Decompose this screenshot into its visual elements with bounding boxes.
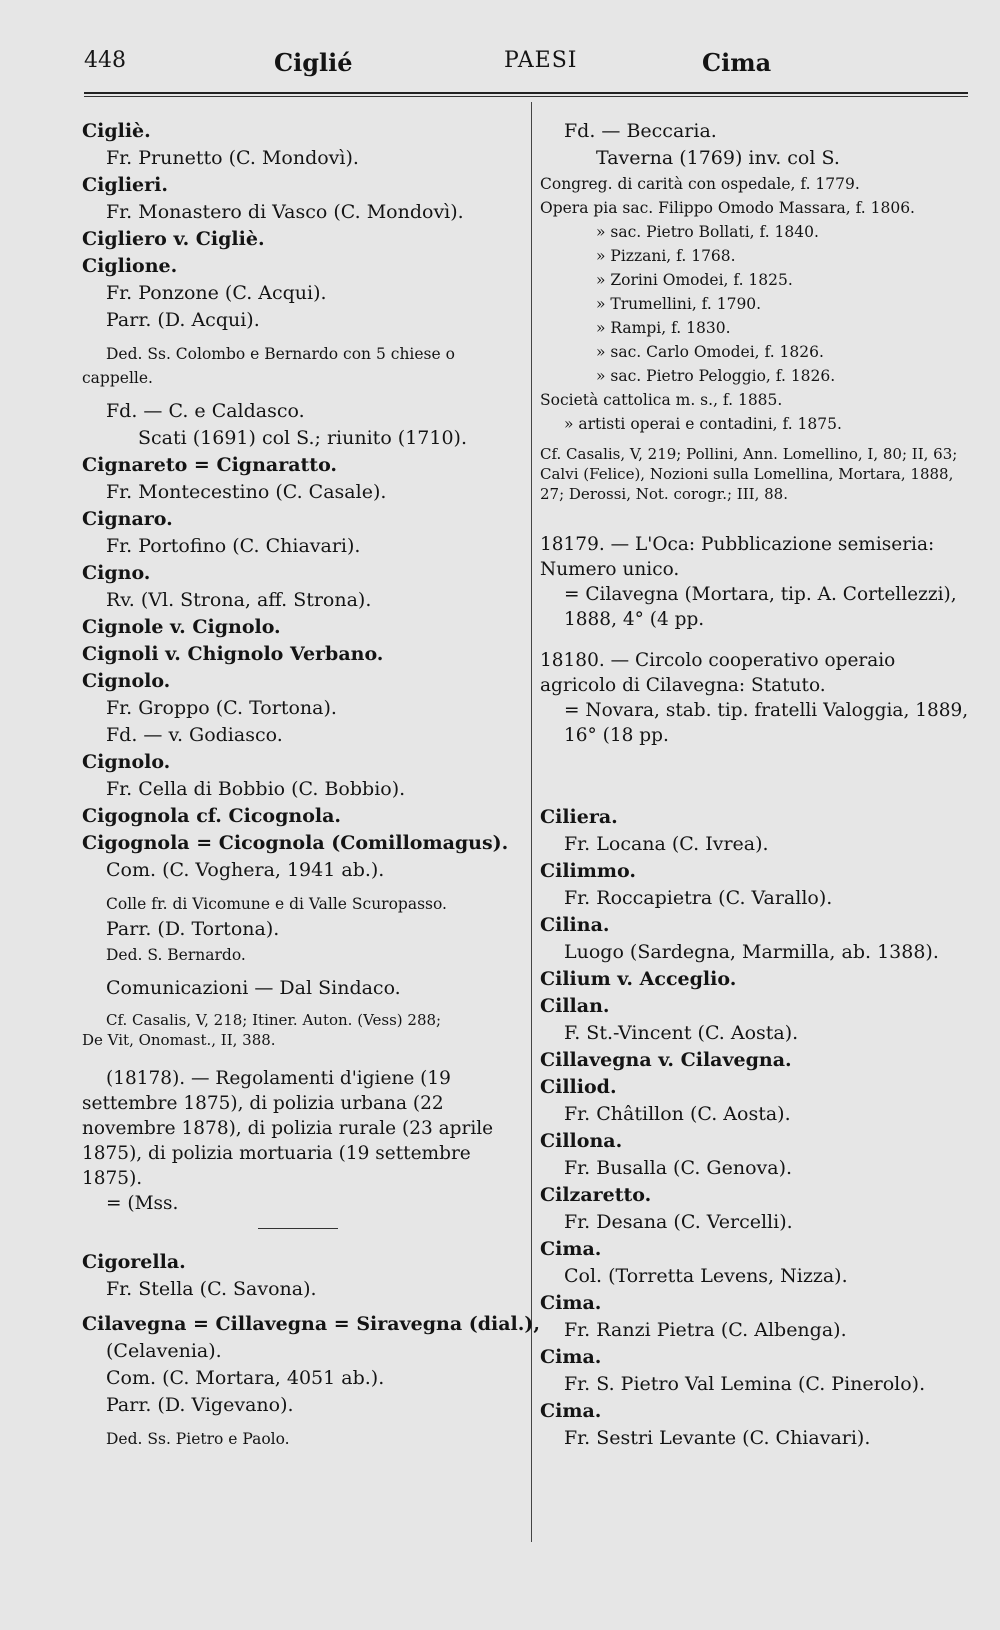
- headword: Cigliè.: [82, 120, 151, 142]
- entry-line: » sac. Pietro Peloggio, f. 1826.: [596, 367, 836, 385]
- headword: Cigorella.: [82, 1251, 186, 1273]
- entry-line: Fr. Châtillon (C. Aosta).: [564, 1103, 791, 1125]
- entry-line: Fr. Busalla (C. Genova).: [564, 1157, 793, 1179]
- page-number: 448: [84, 48, 126, 73]
- entry-line: Colle fr. di Vicomune e di Valle Scuropasso.: [106, 895, 447, 913]
- headword: Cignaro.: [82, 508, 173, 530]
- headword: Cima.: [540, 1292, 602, 1314]
- bibliography-entry: = (Mss.: [106, 1193, 179, 1214]
- reference-block: Cf. Casalis, V, 219; Pollini, Ann. Lomellino, I, 80; II, 63; Calvi (Felice), Nozioni sulla Lomellina, Mortara, 1888, 27; Derossi, Not. corogr.; III, 88.: [540, 445, 958, 503]
- entry-line: Fr. Ponzone (C. Acqui).: [106, 282, 327, 304]
- entry-line: » Rampi, f. 1830.: [596, 319, 731, 337]
- entry-line: Col. (Torretta Levens, Nizza).: [564, 1265, 848, 1287]
- headword: Cillavegna v. Cilavegna.: [540, 1049, 792, 1071]
- headword: Cignareto = Cignaratto.: [82, 454, 338, 476]
- entry-line: Parr. (D. Tortona).: [106, 918, 280, 940]
- entry-line: Opera pia sac. Filippo Omodo Massara, f. 1806.: [540, 199, 915, 217]
- entry-line: Fd. — Beccaria.: [564, 120, 717, 142]
- entry-line: » sac. Carlo Omodei, f. 1826.: [596, 343, 824, 361]
- headword: Cilimmo.: [540, 860, 636, 882]
- headword: Cignoli v. Chignolo Verbano.: [82, 643, 384, 665]
- entry-line: Luogo (Sardegna, Marmilla, ab. 1388).: [564, 941, 939, 963]
- page-header: [84, 48, 964, 88]
- entry-line: Fr. Montecestino (C. Casale).: [106, 481, 387, 503]
- headword: Cignole v. Cignolo.: [82, 616, 281, 638]
- running-head-left: Ciglié: [274, 48, 353, 77]
- headword: Cigno.: [82, 562, 151, 584]
- entry-line: Fr. Monastero di Vasco (C. Mondovì).: [106, 201, 464, 223]
- entry-line: Parr. (D. Acqui).: [106, 309, 260, 331]
- entry-line: Fr. Stella (C. Savona).: [106, 1278, 317, 1300]
- entry-line: (Celavenia).: [106, 1340, 222, 1362]
- entry-line: Scati (1691) col S.; riunito (1710).: [138, 427, 468, 449]
- bibliography-entry: 18180. — Circolo cooperativo operaio agricolo di Cilavegna: Statuto.: [540, 650, 896, 696]
- entry-line: Parr. (D. Vigevano).: [106, 1394, 294, 1416]
- headword: Cima.: [540, 1238, 602, 1260]
- entry-line: Ded. Ss. Colombo e Bernardo con 5 chiese o: [106, 345, 455, 363]
- running-head-right: Cima: [702, 48, 772, 77]
- entry-line: » Zorini Omodei, f. 1825.: [596, 271, 793, 289]
- entry-line: Fr. Prunetto (C. Mondovì).: [106, 147, 359, 169]
- entry-line: Fr. Roccapietra (C. Varallo).: [564, 887, 833, 909]
- right-column: [540, 118, 972, 1452]
- entry-line: F. St.-Vincent (C. Aosta).: [564, 1022, 799, 1044]
- headword: Cignolo.: [82, 751, 171, 773]
- headword: Cillona.: [540, 1130, 623, 1152]
- entry-line: Taverna (1769) inv. col S.: [596, 147, 840, 169]
- bibliography-entry: = Cilavegna (Mortara, tip. A. Cortellezzi), 1888, 4° (4 pp.: [564, 584, 957, 630]
- separator-rule: [258, 1228, 338, 1229]
- entry-line: Fr. Cella di Bobbio (C. Bobbio).: [106, 778, 406, 800]
- headword: Cilavegna = Cillavegna = Siravegna (dial.),: [82, 1313, 540, 1335]
- headword: Ciliera.: [540, 806, 618, 828]
- bibliography-entry: = Novara, stab. tip. fratelli Valoggia, 1889, 16° (18 pp.: [564, 700, 969, 746]
- entry-line: » sac. Pietro Bollati, f. 1840.: [596, 223, 819, 241]
- entry-line: Comunicazioni — Dal Sindaco.: [106, 977, 401, 999]
- entry-line: Com. (C. Mortara, 4051 ab.).: [106, 1367, 385, 1389]
- reference-line: Cf. Casalis, V, 218; Itiner. Auton. (Vess) 288;: [106, 1011, 442, 1029]
- entry-line: Com. (C. Voghera, 1941 ab.).: [106, 859, 385, 881]
- entry-line: Ded. Ss. Pietro e Paolo.: [106, 1430, 290, 1448]
- entry-line: Società cattolica m. s., f. 1885.: [540, 391, 783, 409]
- entry-line: » artisti operai e contadini, f. 1875.: [564, 415, 842, 433]
- entry-line: Fr. S. Pietro Val Lemina (C. Pinerolo).: [564, 1373, 926, 1395]
- entry-line: Fr. Sestri Levante (C. Chiavari).: [564, 1427, 871, 1449]
- headword: Cillan.: [540, 995, 610, 1017]
- headword: Cilzaretto.: [540, 1184, 652, 1206]
- header-rule-thin: [84, 96, 968, 97]
- left-column: [82, 118, 540, 1451]
- headword: Ciglione.: [82, 255, 178, 277]
- headword: Ciglieri.: [82, 174, 168, 196]
- reference-line: De Vit, Onomast., II, 388.: [82, 1031, 276, 1049]
- entry-line: » Pizzani, f. 1768.: [596, 247, 736, 265]
- bibliography-entry: (18178). — Regolamenti d'igiene (19 settembre 1875), di polizia urbana (22 novembre 1878), di polizia rurale (23 aprile 1875), di polizia mortuaria (19 settembre 1875).: [82, 1068, 494, 1189]
- entry-line: Fr. Portofino (C. Chiavari).: [106, 535, 361, 557]
- headword: Cignolo.: [82, 670, 171, 692]
- headword: Cigliero v. Cigliè.: [82, 228, 265, 250]
- headword: Cilliod.: [540, 1076, 617, 1098]
- bibliography-entry: 18179. — L'Oca: Pubblicazione semiseria: Numero unico.: [540, 534, 935, 580]
- header-rule: [84, 92, 968, 94]
- entry-line: Fr. Ranzi Pietra (C. Albenga).: [564, 1319, 847, 1341]
- entry-line: cappelle.: [82, 369, 153, 387]
- entry-line: Fr. Desana (C. Vercelli).: [564, 1211, 793, 1233]
- headword: Cigognola cf. Cicognola.: [82, 805, 342, 827]
- entry-line: Fd. — C. e Caldasco.: [106, 400, 305, 422]
- headword: Cima.: [540, 1346, 602, 1368]
- headword: Cilina.: [540, 914, 610, 936]
- headword: Cima.: [540, 1400, 602, 1422]
- entry-line: Congreg. di carità con ospedale, f. 1779.: [540, 175, 860, 193]
- headword: Cigognola = Cicognola (Comillomagus).: [82, 832, 509, 854]
- entry-line: » Trumellini, f. 1790.: [596, 295, 762, 313]
- entry-line: Fd. — v. Godiasco.: [106, 724, 283, 746]
- entry-line: Fr. Groppo (C. Tortona).: [106, 697, 337, 719]
- entry-line: Fr. Locana (C. Ivrea).: [564, 833, 769, 855]
- headword: Cilium v. Acceglio.: [540, 968, 737, 990]
- entry-line: Rv. (Vl. Strona, aff. Strona).: [106, 589, 372, 611]
- entry-line: Ded. S. Bernardo.: [106, 946, 246, 964]
- running-head-center: PAESI: [504, 48, 578, 73]
